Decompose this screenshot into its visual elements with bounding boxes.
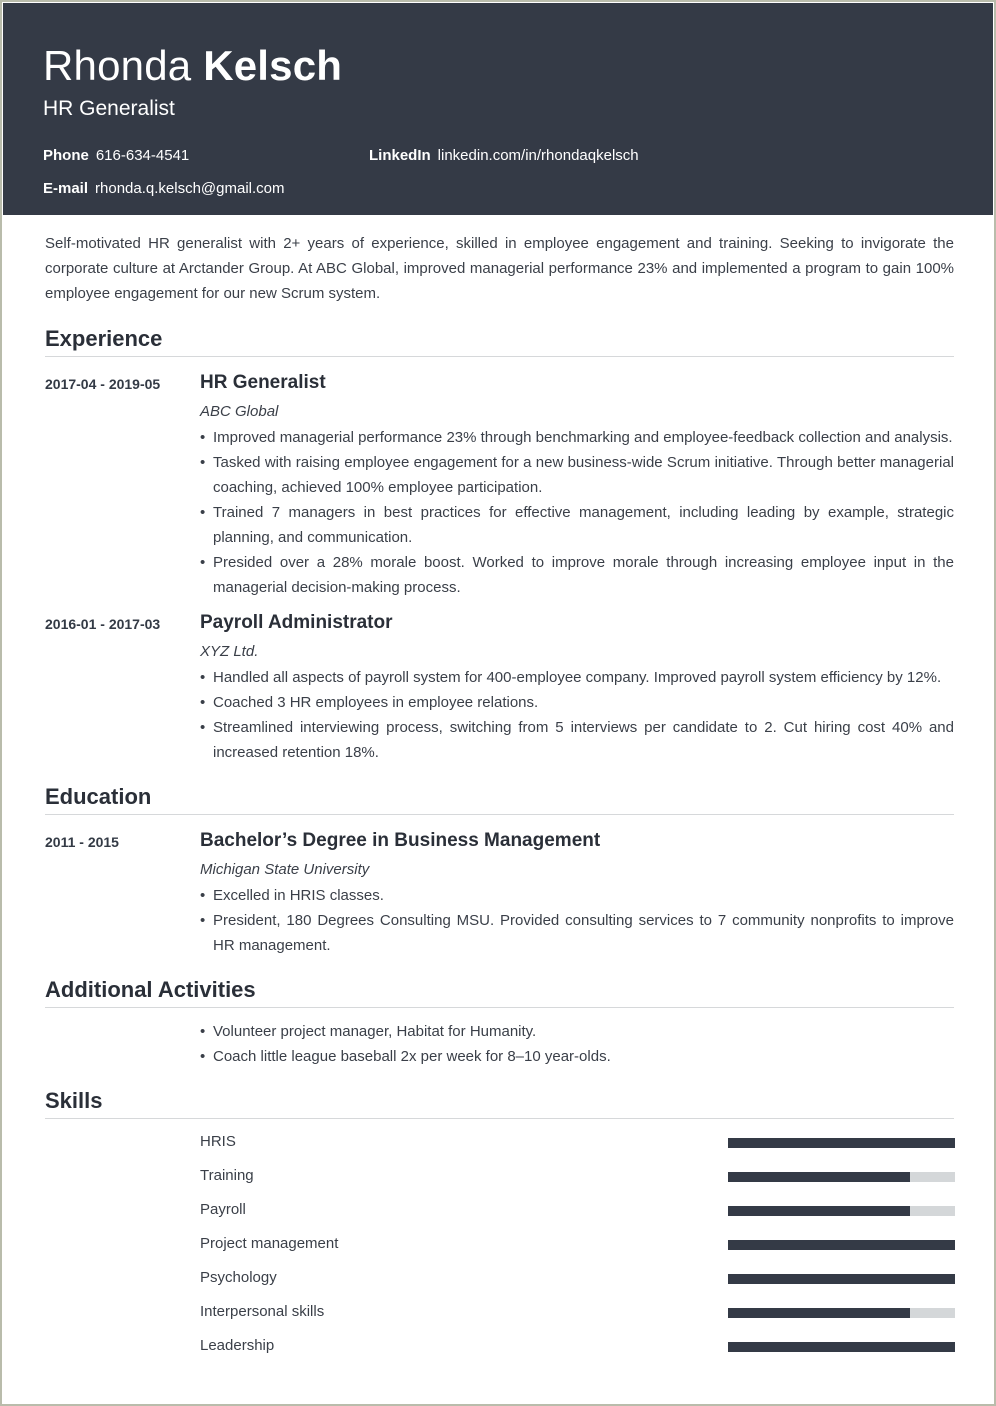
bullet-item: • Streamlined interviewing process, switching from 5 interviews per candidate to 2. Cut hiring cost 40% and increased retention 18%.	[200, 715, 954, 765]
job-title: HR Generalist	[200, 372, 326, 393]
contact-linkedin	[369, 146, 639, 166]
skill-name: Interpersonal skills	[200, 1303, 325, 1320]
bullet-item: • Coach little league baseball 2x per week for 8–10 year-olds.	[200, 1044, 954, 1069]
skill-row	[200, 1300, 955, 1324]
candidate-name	[43, 41, 342, 91]
skill-level-bar	[728, 1308, 955, 1318]
skill-name: Payroll	[200, 1201, 246, 1218]
activities-heading: Additional Activities	[45, 976, 954, 1008]
skill-level-fill	[728, 1138, 955, 1148]
skill-level-fill	[728, 1240, 955, 1250]
bullet-item: • Improved managerial performance 23% through benchmarking and employee-feedback collection and analysis.	[200, 425, 954, 450]
job-company: ABC Global	[200, 403, 279, 420]
job-dates: 2016-01 - 2017-03	[45, 616, 161, 632]
skill-level-bar	[728, 1342, 955, 1352]
linkedin-value[interactable]: linkedin.com/in/rhondaqkelsch	[437, 147, 639, 164]
skill-name: Project management	[200, 1235, 339, 1252]
bullet-item: • Coached 3 HR employees in employee relations.	[200, 690, 954, 715]
skill-level-bar	[728, 1274, 955, 1284]
first-name: Rhonda	[43, 42, 192, 89]
job-bullets	[200, 665, 954, 765]
bullet-item: • Presided over a 28% morale boost. Worked to improve morale through increasing employee input in the managerial decision-making process.	[200, 550, 954, 600]
skill-row	[200, 1266, 955, 1290]
job-title: HR Generalist	[43, 97, 175, 120]
profile-summary: Self-motivated HR generalist with 2+ years of experience, skilled in employee engagement and training. Seeking to invigorate the corporate culture at Arctander Group. At ABC Global, improved managerial performance 23% and implemented a program to gain 100% employee engagement for our new Scrum system.	[45, 235, 954, 302]
bullet-item: • Tasked with raising employee engagement for a new business-wide Scrum initiative. Through better managerial coaching, achieved 100% employee participation.	[200, 450, 954, 500]
phone-label: Phone	[43, 147, 89, 164]
education-dates: 2011 - 2015	[45, 834, 119, 850]
activities-bullets	[200, 1019, 954, 1069]
experience-heading: Experience	[45, 325, 954, 357]
school-name: Michigan State University	[200, 861, 370, 878]
skill-level-bar	[728, 1240, 955, 1250]
skill-level-fill	[728, 1206, 910, 1216]
skill-name: Leadership	[200, 1337, 275, 1354]
skill-row	[200, 1334, 955, 1358]
skill-row	[200, 1164, 955, 1188]
skill-level-fill	[728, 1308, 910, 1318]
skill-level-bar	[728, 1206, 955, 1216]
phone-value: 616-634-4541	[95, 147, 190, 164]
bullet-item: • Trained 7 managers in best practices for effective management, including leading by example, strategic planning, and communication.	[200, 500, 954, 550]
skill-level-bar	[728, 1172, 955, 1182]
education-bullets	[200, 883, 954, 958]
bullet-item: • Excelled in HRIS classes.	[200, 883, 954, 908]
education-heading: Education	[45, 783, 954, 815]
skill-name: HRIS	[200, 1133, 236, 1150]
job-title: Payroll Administrator	[200, 612, 393, 633]
skill-row	[200, 1198, 955, 1222]
skill-name: Psychology	[200, 1269, 277, 1286]
degree-title: Bachelor’s Degree in Business Management	[200, 830, 601, 851]
last-name: Kelsch	[203, 42, 343, 89]
skill-level-fill	[728, 1342, 955, 1352]
skills-heading: Skills	[45, 1087, 954, 1119]
skill-name: Training	[200, 1167, 254, 1184]
email-value[interactable]: rhonda.q.kelsch@gmail.com	[95, 180, 285, 197]
contact-phone	[43, 146, 189, 166]
bullet-item: • Handled all aspects of payroll system for 400-employee company. Improved payroll system efficiency by 12%.	[200, 665, 954, 690]
job-company: XYZ Ltd.	[200, 643, 259, 660]
contact-email	[43, 179, 285, 199]
bullet-item: • Volunteer project manager, Habitat for Humanity.	[200, 1019, 954, 1044]
skill-level-bar	[728, 1138, 955, 1148]
email-label: E-mail	[43, 180, 89, 197]
skill-row	[200, 1232, 955, 1256]
linkedin-label: LinkedIn	[369, 147, 431, 164]
job-dates: 2017-04 - 2019-05	[45, 376, 161, 392]
bullet-item: • President, 180 Degrees Consulting MSU. Provided consulting services to 7 community nonprofits to improve HR management.	[200, 908, 954, 958]
skill-level-fill	[728, 1172, 910, 1182]
skill-row	[200, 1130, 955, 1154]
resume-header	[3, 3, 993, 215]
skill-level-fill	[728, 1274, 955, 1284]
job-bullets	[200, 425, 954, 600]
